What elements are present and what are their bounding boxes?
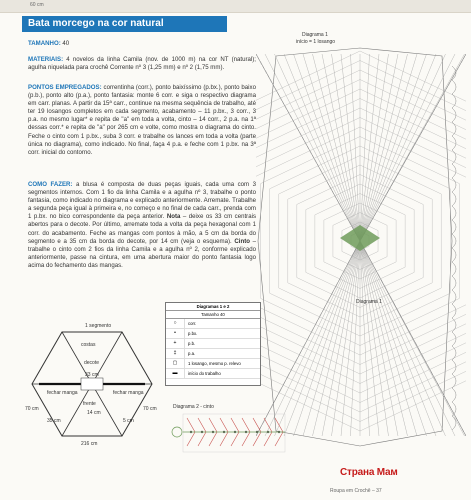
frente-label: frente <box>83 401 96 407</box>
costas-label: costas <box>81 342 96 348</box>
chart-ray <box>322 241 360 436</box>
chart-ray <box>360 241 379 436</box>
how-text: a blusa é composta de duas peças iguais, cada uma com 3 segmentos internos. Com 1 fio da linha Camila e a agulha nº 3, trabalhe o ponto fantasia, como indicado no diagrama e explicado anteriormente. Arremate. Trabalhe a segunda peça igual à primeira e, no começo e no final de cada carr., prenda com 1 p.bx. no bico correspondente da peça anterior. <box>28 181 257 221</box>
chart-ray <box>360 54 417 241</box>
chart-title: Diagrama 1 <box>302 32 328 38</box>
chart-ray <box>360 241 446 436</box>
legend-title: Diagramas 1 e 2 <box>166 303 260 311</box>
legend-label: início do trabalho <box>188 371 221 376</box>
measure-bottom: 216 cm <box>81 441 98 446</box>
legend-rows <box>166 319 260 379</box>
chart-scallop <box>452 122 456 136</box>
chart-ray <box>303 54 360 241</box>
chart-scallop <box>452 262 456 276</box>
chart-ray <box>360 54 408 241</box>
belt-frame <box>183 414 285 452</box>
belt-end-loop <box>172 427 182 437</box>
article-title: Bata morcego na cor natural <box>22 16 227 32</box>
chart-scallop <box>452 248 456 262</box>
neckline-box <box>81 378 103 390</box>
legend-label: 1 losango, mesmo p. relevo <box>188 361 241 366</box>
belt-diagram <box>165 400 293 460</box>
chart-ray <box>351 54 361 241</box>
center-measure: 33 cm <box>85 372 99 378</box>
chart-scallop <box>452 192 456 206</box>
legend-label: p.bx. <box>188 331 198 336</box>
chart-scallop <box>452 150 456 164</box>
belt-label: Cinto <box>234 237 250 245</box>
how-label: COMO FAZER: <box>28 181 73 188</box>
chart-ray <box>360 54 436 241</box>
legend-label: corr. <box>188 321 197 326</box>
measure-right: 70 cm <box>143 406 157 412</box>
chart-ray <box>360 241 417 436</box>
legend-row <box>166 359 260 369</box>
chart-scallop <box>452 276 456 290</box>
decote-label: decote <box>84 360 100 366</box>
note-label: Nota <box>166 213 181 221</box>
chart-ray <box>360 54 465 241</box>
watermark: Страна Мам <box>340 467 398 478</box>
chart-scallop <box>452 416 456 430</box>
legend-label: p.b. <box>188 341 196 346</box>
crochet-chart <box>256 26 466 456</box>
page-footer: Roupa em Crochê – 37 <box>330 488 382 494</box>
highlight-lozenge <box>340 225 380 251</box>
legend-row <box>166 339 260 349</box>
legend-symbol: ‡ <box>166 349 185 358</box>
belt-diagram-label: Diagrama 2 - cinto <box>173 404 214 410</box>
chart-ray <box>360 241 465 436</box>
chart-ray <box>294 54 361 241</box>
chart-scallop <box>452 318 456 332</box>
chart-scallop <box>452 80 456 94</box>
belt-pattern <box>172 414 285 452</box>
chart-subtitle: início = 1 losango <box>296 39 336 45</box>
chart-ray <box>360 241 370 436</box>
size-label: TAMANHO: <box>28 40 61 47</box>
legend-symbol: ▬ <box>166 369 185 378</box>
chart-ray <box>360 241 398 436</box>
chart-inner-label: Diagrama 1 <box>356 299 382 305</box>
note-text: – deixe os 33 cm centrais abertos para o decote. Por último, arremate toda a volta da peça hexagonal com 1 corr. do acabamento. Feche as mangas com pontos à mão, a 5 cm da borda do segmento e a 35 cm da borda do decote, por 14 cm (veja o esquema). <box>28 213 256 245</box>
materials-section <box>28 56 256 72</box>
segment-label: 1 segmento <box>85 323 112 329</box>
legend-row <box>166 369 260 379</box>
legend-symbol: • <box>166 329 185 338</box>
chart-ray <box>341 241 360 436</box>
size-value: 40 <box>60 40 70 47</box>
chart-scallop <box>452 220 456 234</box>
chart-scallop <box>452 234 456 248</box>
legend-symbol: ▢ <box>166 359 185 368</box>
legend-subtitle: Tamanho 40 <box>166 311 260 319</box>
chart-ray <box>303 241 360 436</box>
stitches-text: correntinha (corr.), ponto baixíssimo (p.bx.), ponto baixo (p.b.), ponto alto (p.a.), ponto fantasia: monte 6 corr. e siga o respectivo diagrama em carr. planas. A partir da 15ª carr., continue na mesma sequência de trabalho, até ter 19 losangos completos em cada segmento, acabamento – 11 p.bx., 3 corr., 3 p.a. no mesmo lugar* e repita de "a" em toda a volta, cinto – 14 corr., 2 p.a. na 1ª dessas corr.* e repita de "a" por 265 cm e volte, como mostra o diagrama do cinto. Feche o cinto com 1 p.bx., suba 3 corr. e trabalhe os lances em toda a volta (parte única no diagrama), como indicado. No final, faça 4 p.a. e feche com 1 p.bx. na 3ª corr. inicial do contorno. <box>28 84 256 156</box>
measure-left: 70 cm <box>25 406 39 412</box>
belt-text: – trabalhe o cinto com 2 fios da linha Camila e a agulha nº 2, conforme explicado anteriormente, passe na cintura, em uma abertura maior do ponto fantasia logo acima do fechamento das mangas. <box>28 237 256 269</box>
legend-symbol: + <box>166 339 185 348</box>
side-measure-3: 5 cm <box>123 418 134 424</box>
legend-row <box>166 329 260 339</box>
chart-ray <box>284 54 360 241</box>
top-strip <box>0 0 471 13</box>
materials-text: 4 novelos da linha Camila (nov. de 1000 m) na cor NT (natural); agulha niquelada para crochê Corrente nº 3 (1,25 mm) e nº 2 (1,75 mm). <box>28 56 256 72</box>
chart-scallop <box>452 178 456 192</box>
chart-ray <box>360 241 427 436</box>
stitches-section <box>28 84 256 157</box>
legend-table <box>165 302 261 386</box>
side-measure-1: 14 cm <box>87 410 101 416</box>
chart-ray <box>313 54 361 241</box>
chart-ray <box>256 54 360 241</box>
chart-scallop <box>452 206 456 220</box>
chart-ray <box>360 241 408 436</box>
size-section <box>28 40 256 48</box>
chart-ray <box>313 241 361 436</box>
chart-scallop <box>452 346 456 360</box>
materials-label: MATERIAIS: <box>28 56 64 63</box>
legend-label: p.a. <box>188 351 196 356</box>
chart-ray <box>360 54 446 241</box>
hexagon-schematic <box>25 318 160 446</box>
chart-scallop <box>452 290 456 304</box>
chart-ray <box>360 54 427 241</box>
legend-row <box>166 349 260 359</box>
stitches-label: PONTOS EMPREGADOS: <box>28 84 102 91</box>
manga-right-label: fechar manga <box>113 390 144 396</box>
chart-ray <box>275 54 361 241</box>
strip-label: 60 cm <box>30 2 44 8</box>
manga-left-label: fechar manga <box>47 390 78 396</box>
legend-symbol: ○ <box>166 319 185 328</box>
chart-scallop <box>452 388 456 402</box>
chart-ray <box>294 241 361 436</box>
chart-ray <box>351 241 361 436</box>
how-to-section <box>28 181 256 270</box>
chart-ray <box>360 54 370 241</box>
side-measure-2: 35 cm <box>47 418 61 424</box>
legend-row <box>166 319 260 329</box>
